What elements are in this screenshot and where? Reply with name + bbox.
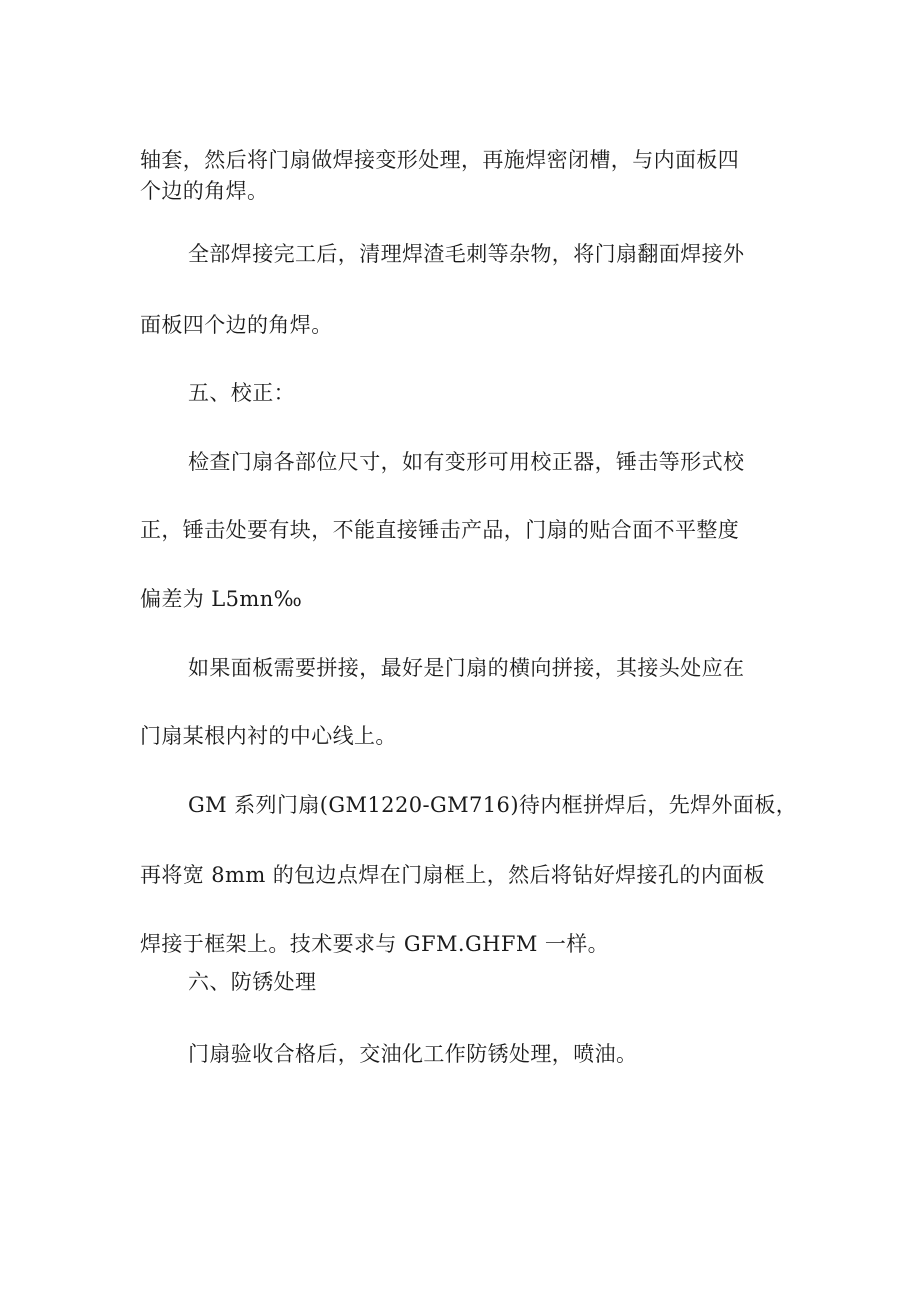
section-heading: 五、校正： <box>188 381 295 405</box>
paragraph-line: 焊接于框架上。技术要求与 GFM.GHFM 一样。 <box>140 932 610 956</box>
paragraph-line: 个边的角焊。 <box>140 179 269 203</box>
paragraph-line: 偏差为 L5mn‰ <box>140 587 303 611</box>
paragraph-line: 如果面板需要拼接，最好是门扇的横向拼接，其接头处应在 <box>188 656 745 680</box>
paragraph-line: 门扇某根内衬的中心线上。 <box>140 724 397 748</box>
paragraph-line: 门扇验收合格后，交油化工作防锈处理，喷油。 <box>188 1042 638 1066</box>
paragraph-line: 轴套，然后将门扇做焊接变形处理，再施焊密闭槽，与内面板四 <box>140 148 740 172</box>
section-heading: 六、防锈处理 <box>188 970 317 994</box>
paragraph-line: 检查门扇各部位尺寸，如有变形可用校正器，锤击等形式校 <box>188 450 745 474</box>
paragraph-line: GM 系列门扇(GM1220-GM716)待内框拼焊后，先焊外面板， <box>188 793 798 817</box>
paragraph-line: 面板四个边的角焊。 <box>140 313 333 337</box>
paragraph-line: 正，锤击处要有块，不能直接锤击产品，门扇的贴合面不平整度 <box>140 518 740 542</box>
paragraph-line: 再将宽 8mm 的包边点焊在门扇框上，然后将钻好焊接孔的内面板 <box>140 863 765 887</box>
paragraph-line: 全部焊接完工后，清理焊渣毛刺等杂物，将门扇翻面焊接外 <box>188 242 745 266</box>
